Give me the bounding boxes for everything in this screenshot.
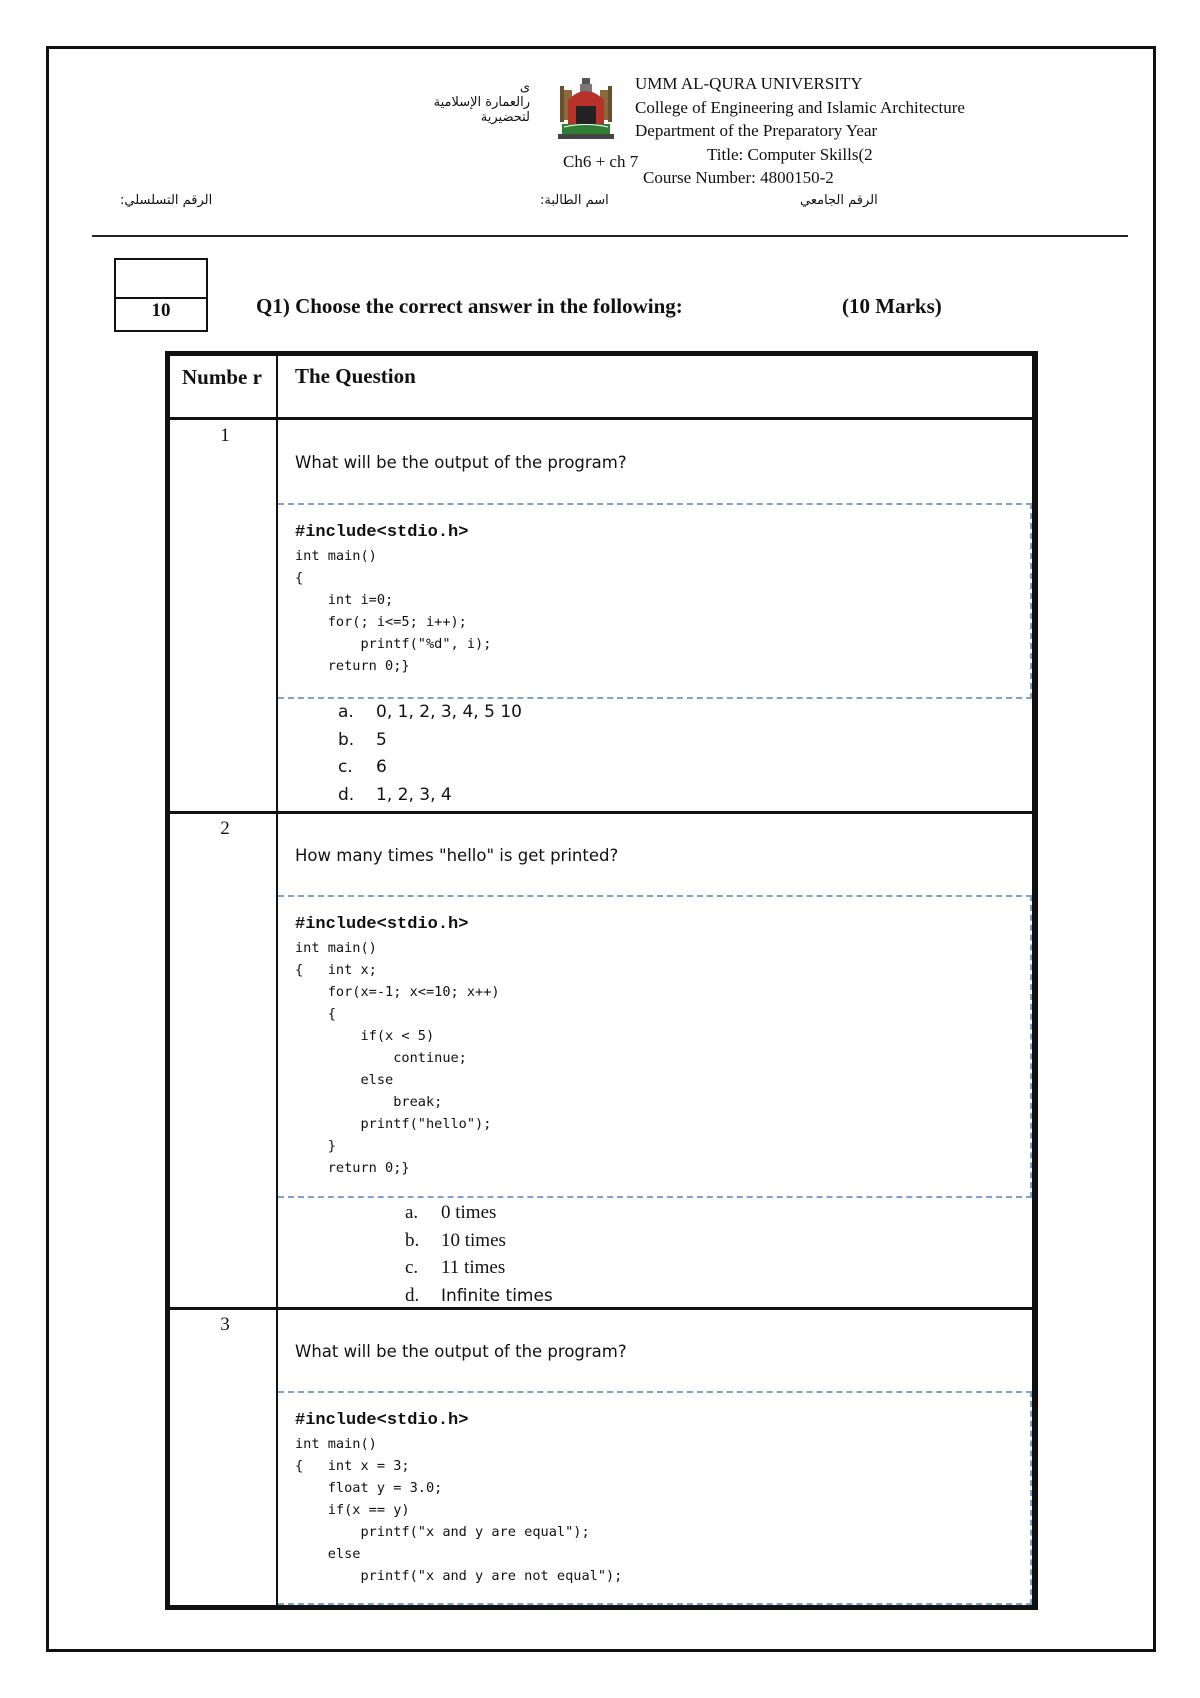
header-divider	[92, 235, 1128, 237]
table-top-border	[165, 351, 1037, 356]
option-d[interactable]: d. Infinite times	[405, 1284, 553, 1306]
option-a[interactable]: a. 0 times	[405, 1202, 497, 1223]
row-separator	[170, 811, 1032, 814]
option-c[interactable]: c. 6	[338, 757, 387, 777]
university-name: UMM AL-QURA UNIVERSITY	[635, 74, 863, 93]
options-list	[405, 1199, 553, 1310]
table-left-border	[165, 351, 170, 1610]
score-value: 10	[151, 300, 171, 321]
code-body: int main() { int x = 3; float y = 3.0; if(x == y) printf("x and y are equal"); else printf("x and y are not equal");	[295, 1436, 623, 1584]
arabic-line-2: رالعمارة الإسلامية	[433, 95, 530, 110]
table-bottom-border	[165, 1605, 1038, 1610]
college-name: College of Engineering and Islamic Architecture	[635, 97, 965, 117]
table-right-border	[1032, 351, 1038, 1610]
chapter-label: Ch6 + ch 7	[563, 152, 639, 171]
code-include: #include<stdio.h>	[295, 1411, 469, 1430]
question-number: 2	[220, 818, 230, 839]
university-logo	[556, 72, 616, 142]
section-title: Q1) Choose the correct answer in the following:	[256, 294, 683, 318]
department-name: Department of the Preparatory Year	[635, 121, 878, 140]
code-body: int main() { int x; for(x=-1; x<=10; x++) { if(x < 5) continue; else break; printf("hello"); } return 0;}	[295, 940, 500, 1176]
code-body: int main() { int i=0; for(; i<=5; i++); printf("%d", i); return 0;}	[295, 548, 492, 674]
header-separator	[170, 417, 1032, 420]
option-b[interactable]: b. 5	[338, 729, 387, 750]
question-text: How many times "hello" is get printed?	[295, 846, 619, 865]
code-include: #include<stdio.h>	[295, 915, 469, 934]
question-text: What will be the output of the program?	[295, 1342, 627, 1361]
arabic-line-1: ى	[519, 80, 530, 95]
option-c[interactable]: c. 11 times	[405, 1257, 506, 1278]
course-number: Course Number: 4800150-2	[643, 168, 834, 187]
question-number: 1	[220, 425, 230, 446]
header-question: The Question	[295, 364, 416, 388]
option-b[interactable]: b. 10 times	[405, 1229, 506, 1251]
university-id-label: الرقم الجامعي	[800, 193, 878, 208]
arabic-header	[420, 80, 530, 125]
code-block	[278, 503, 1032, 699]
english-header	[635, 72, 965, 190]
row-separator	[170, 1307, 1032, 1310]
section-marks: (10 Marks)	[842, 294, 942, 318]
question-number: 3	[220, 1314, 230, 1335]
option-d[interactable]: d. 1, 2, 3, 4	[338, 784, 452, 805]
arabic-line-3: لتحضيرية	[480, 110, 530, 125]
code-block	[278, 895, 1032, 1198]
question-text: What will be the output of the program?	[295, 453, 627, 472]
option-a[interactable]: a. 0, 1, 2, 3, 4, 5 10	[338, 702, 522, 722]
score-box-divider	[114, 297, 208, 299]
code-include: #include<stdio.h>	[295, 523, 469, 542]
student-name-label: اسم الطالبة:	[540, 193, 609, 208]
options-list	[338, 699, 522, 809]
serial-number-label: الرقم التسلسلي:	[120, 193, 213, 208]
code-block	[278, 1391, 1032, 1605]
header-number: Numbe r	[182, 365, 262, 389]
course-title: Title: Computer Skills(2	[707, 144, 873, 164]
